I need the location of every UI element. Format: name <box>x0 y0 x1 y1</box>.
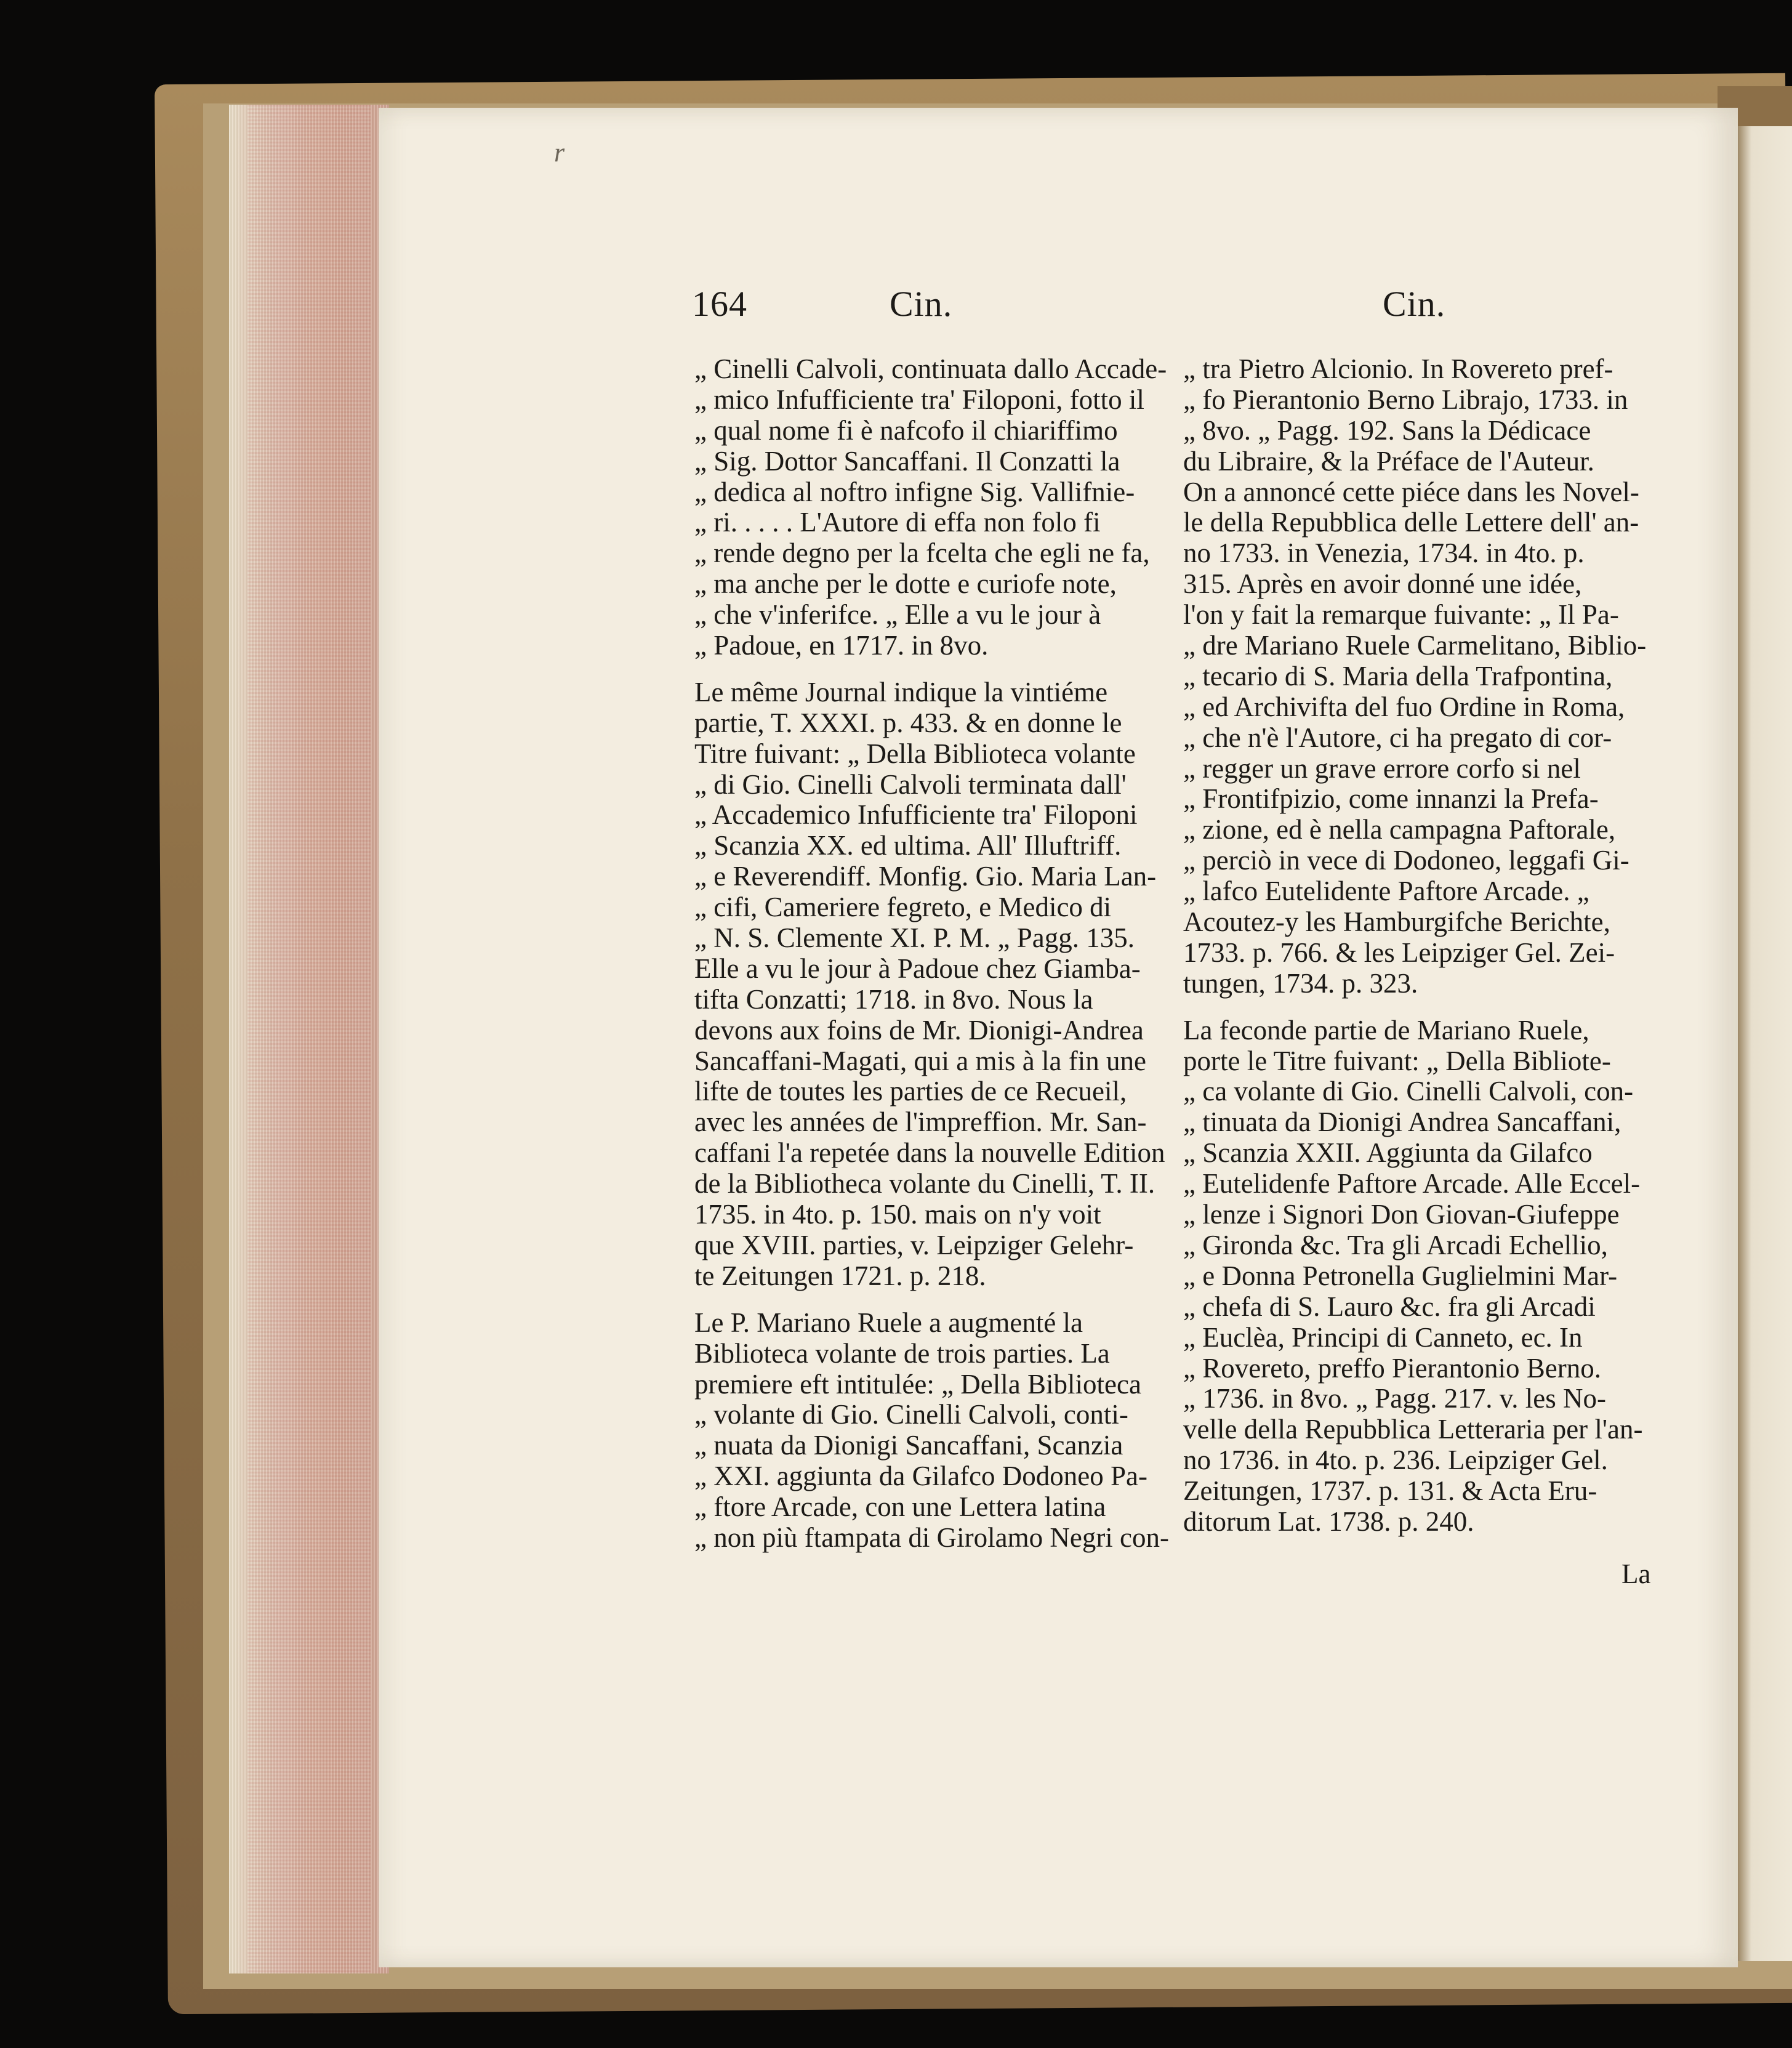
text-line: „ tecario di S. Maria della Trafpontina, <box>1183 660 1613 691</box>
text-line: no 1733. in Venezia, 1734. in 4to. p. <box>1183 538 1585 569</box>
text-line: „ rende degno per la fcelta che egli ne fa, <box>694 538 1150 569</box>
paragraph-break <box>694 1292 1157 1308</box>
text-line: „ tra Pietro Alcionio. In Rovereto pref- <box>1183 353 1613 384</box>
text-line: devons aux foins de Mr. Dionigi-Andrea <box>694 1014 1144 1046</box>
text-line: que XVIII. parties, v. Leipziger Gelehr- <box>694 1229 1134 1260</box>
text-line: „ Padoue, en 1717. in 8vo. <box>694 630 989 661</box>
text-column-right <box>1183 354 1649 1538</box>
text-line: „ ma anche per le dotte e curiofe note, <box>694 568 1117 600</box>
text-line: de la Bibliotheca volante du Cinelli, T. II. <box>694 1168 1155 1199</box>
text-line: „ ftore Arcade, con une Lettera latina <box>694 1491 1106 1523</box>
text-line: 315. Après en avoir donné une idée, <box>1183 568 1582 600</box>
text-line: „ ca volante di Gio. Cinelli Calvoli, con- <box>1183 1076 1634 1107</box>
text-line: „ lenze i Signori Don Giovan-Giufeppe <box>1183 1199 1620 1230</box>
text-line: Titre fuivant: „ Della Biblioteca volante <box>694 738 1136 769</box>
text-line: „ lafco Eutelidente Paftore Arcade. „ <box>1183 876 1589 907</box>
page-number: 164 <box>692 284 747 324</box>
catchword: La <box>1621 1558 1651 1589</box>
text-line: porte le Titre fuivant: „ Della Bibliote- <box>1183 1045 1611 1076</box>
text-line: „ qual nome fi è nafcofo il chiariffimo <box>694 414 1118 446</box>
page-block-edges <box>229 105 389 1973</box>
text-line: „ cifi, Cameriere fegreto, e Medico di <box>694 892 1112 923</box>
text-line: „ che n'è l'Autore, ci ha pregato di cor- <box>1183 722 1612 753</box>
text-line: „ ri. . . . . L'Autore di effa non folo fi <box>694 507 1101 538</box>
text-line: Elle a vu le jour à Padoue chez Giamba- <box>694 953 1141 984</box>
text-line: „ e Reverendiff. Monfig. Gio. Maria Lan- <box>694 861 1157 892</box>
text-line: „ dedica al noftro infigne Sig. Vallifnie- <box>694 476 1135 507</box>
text-line: „ perciò in vece di Dodoneo, leggafi Gi- <box>1183 845 1629 876</box>
facing-page-edge <box>1738 126 1792 1961</box>
text-line: tungen, 1734. p. 323. <box>1183 967 1418 999</box>
text-line: velle della Repubblica Letteraria per l'an- <box>1183 1414 1643 1445</box>
text-line: l'on y fait la remarque fuivante: „ Il Pa- <box>1183 599 1619 631</box>
text-line: premiere eft intitulée: „ Della Biblioteca <box>694 1368 1141 1400</box>
text-line: „ mico Infufficiente tra' Filoponi, fotto il <box>694 384 1144 415</box>
running-head-left: Cin. <box>890 284 953 324</box>
text-line: „ dre Mariano Ruele Carmelitano, Biblio- <box>1183 630 1647 661</box>
paragraph-break <box>694 661 1157 677</box>
text-line: „ nuata da Dionigi Sancaffani, Scanzia <box>694 1430 1123 1461</box>
text-line: „ Eutelidenfe Paftore Arcade. Alle Eccel- <box>1183 1168 1641 1199</box>
text-line: „ volante di Gio. Cinelli Calvoli, conti- <box>694 1399 1128 1430</box>
text-line: „ ed Archivifta del fuo Ordine in Roma, <box>1183 691 1625 722</box>
text-line: „ e Donna Petronella Guglielmini Mar- <box>1183 1260 1618 1291</box>
text-line: „ tinuata da Dionigi Andrea Sancaffani, <box>1183 1107 1621 1138</box>
text-line: avec les années de l'impreffion. Mr. San- <box>694 1107 1147 1138</box>
text-line: „ Rovereto, preffo Pierantonio Berno. <box>1183 1352 1601 1384</box>
text-line: „ N. S. Clemente XI. P. M. „ Pagg. 135. <box>694 922 1135 954</box>
text-line: tifta Conzatti; 1718. in 8vo. Nous la <box>694 983 1093 1015</box>
text-line: „ regger un grave errore corfo si nel <box>1183 752 1581 784</box>
running-head-right: Cin. <box>1383 284 1446 324</box>
text-line: te Zeitungen 1721. p. 218. <box>694 1260 986 1291</box>
text-line: „ zione, ed è nella campagna Paftorale, <box>1183 814 1616 845</box>
text-line: du Libraire, & la Préface de l'Auteur. <box>1183 445 1594 477</box>
text-line: „ Frontifpizio, come innanzi la Prefa- <box>1183 783 1599 815</box>
text-line: Zeitungen, 1737. p. 131. & Acta Eru- <box>1183 1475 1597 1507</box>
text-line: 1735. in 4to. p. 150. mais on n'y voit <box>694 1199 1101 1230</box>
text-line: „ 1736. in 8vo. „ Pagg. 217. v. les No- <box>1183 1383 1606 1414</box>
text-line: no 1736. in 4to. p. 236. Leipziger Gel. <box>1183 1445 1608 1476</box>
text-line: On a annoncé cette piéce dans les Novel- <box>1183 476 1639 507</box>
text-line: „ chefa di S. Lauro &c. fra gli Arcadi <box>1183 1291 1596 1322</box>
text-line: Acoutez-y les Hamburgifche Berichte, <box>1183 906 1610 938</box>
text-line: „ fo Pierantonio Berno Librajo, 1733. in <box>1183 384 1628 415</box>
text-line: „ non più ftampata di Girolamo Negri con- <box>694 1522 1170 1553</box>
text-line: 1733. p. 766. & les Leipziger Gel. Zei- <box>1183 937 1615 968</box>
text-line: „ Sig. Dottor Sancaffani. Il Conzatti la <box>694 445 1120 477</box>
text-line: La feconde partie de Mariano Ruele, <box>1183 1014 1589 1046</box>
text-line: „ Scanzia XXII. Aggiunta da Gilafco <box>1183 1137 1593 1169</box>
text-line: „ che v'inferifce. „ Elle a vu le jour à <box>694 599 1101 631</box>
text-line: Le P. Mariano Ruele a augmenté la <box>694 1307 1083 1338</box>
text-line: „ Cinelli Calvoli, continuata dallo Accade- <box>694 353 1167 384</box>
text-line: caffani l'a repetée dans la nouvelle Edition <box>694 1137 1165 1169</box>
text-line: partie, T. XXXI. p. 433. & en donne le <box>694 707 1122 738</box>
text-line: „ XXI. aggiunta da Gilafco Dodoneo Pa- <box>694 1461 1148 1492</box>
text-line: „ Euclèa, Principi di Canneto, ec. In <box>1183 1321 1583 1353</box>
text-line: lifte de toutes les parties de ce Recueil, <box>694 1076 1127 1107</box>
text-line: „ Gironda &c. Tra gli Arcadi Echellio, <box>1183 1229 1608 1260</box>
text-line: „ di Gio. Cinelli Calvoli terminata dall' <box>694 768 1127 800</box>
text-line: „ 8vo. „ Pagg. 192. Sans la Dédicace <box>1183 414 1591 446</box>
text-line: „ Scanzia XX. ed ultima. All' Illuftriff. <box>694 830 1122 861</box>
text-line: Biblioteca volante de trois parties. La <box>694 1337 1110 1369</box>
text-column-left <box>694 353 1170 1554</box>
text-line: Sancaffani-Magati, qui a mis à la fin une <box>694 1045 1146 1076</box>
text-line: „ Accademico Infufficiente tra' Filoponi <box>694 799 1138 831</box>
text-line: Le même Journal indique la vintiéme <box>694 676 1108 708</box>
text-line: le della Repubblica delle Lettere dell' an- <box>1183 507 1639 538</box>
paragraph-break <box>1183 999 1649 1015</box>
text-line: ditorum Lat. 1738. p. 240. <box>1183 1506 1474 1537</box>
pencil-mark: r <box>554 137 565 167</box>
